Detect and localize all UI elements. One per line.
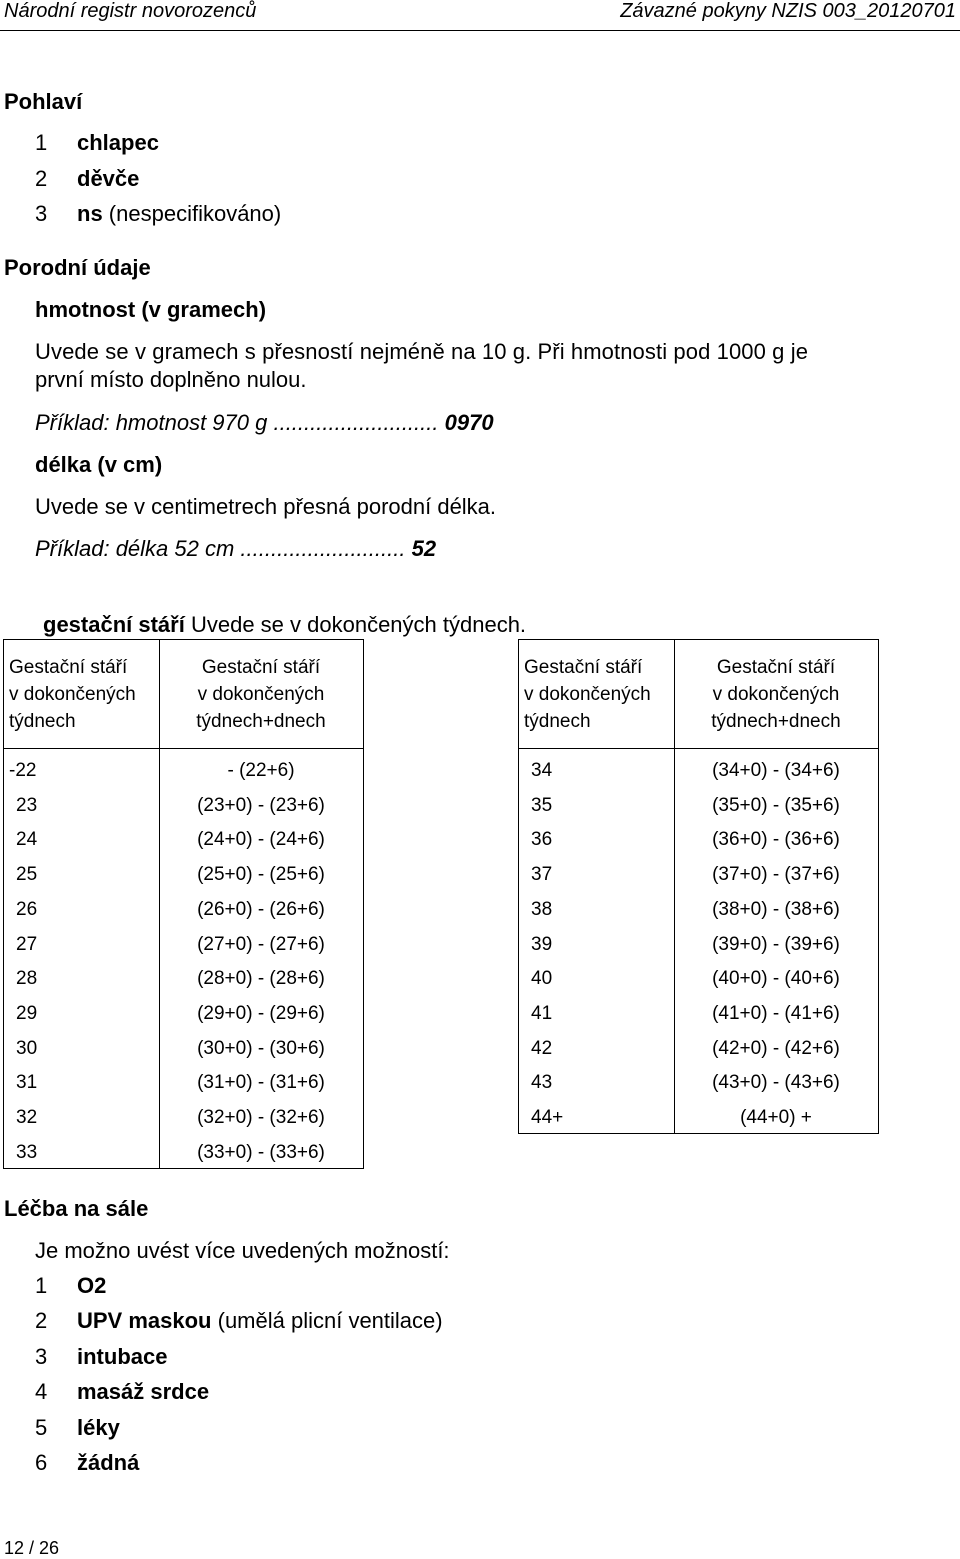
table-cell-weeks: 23 <box>16 794 38 816</box>
table-cell-weeks-days: (34+0) - (34+6) <box>712 760 840 781</box>
header-line: Gestační stáří <box>9 657 128 678</box>
list-item-number: 1 <box>35 130 48 155</box>
list-item <box>35 1415 120 1441</box>
list-item-number: 6 <box>35 1450 48 1475</box>
table-cell-weeks-days: (44+0) + <box>740 1107 812 1128</box>
table-cell-weeks-days: (40+0) - (40+6) <box>712 968 840 990</box>
header-weeks <box>524 654 651 735</box>
table-cell-weeks-days: - (22+6) <box>227 760 295 781</box>
header-line: v dokončených <box>712 684 840 705</box>
table-cell-weeks-days: (39+0) - (39+6) <box>712 933 840 955</box>
header-line: Gestační stáří <box>716 657 836 678</box>
section-title-birth: Porodní údaje <box>4 255 151 280</box>
gest-age-title: gestační stáří <box>43 612 185 637</box>
table-cell-weeks-days: (35+0) - (35+6) <box>712 794 840 816</box>
header-line: týdnech+dnech <box>711 711 841 732</box>
table-cell-weeks: 24 <box>16 829 38 851</box>
table-header-divider <box>4 748 363 749</box>
header-line: Gestační stáří <box>524 657 643 678</box>
table-cell-weeks: 27 <box>16 933 38 955</box>
table-cell-weeks: -22 <box>9 760 37 781</box>
table-cell-weeks: 26 <box>16 898 38 920</box>
header-line: týdnech <box>9 711 76 732</box>
list-item-label: žádná <box>77 1450 140 1475</box>
weight-title: hmotnost (v gramech) <box>35 297 267 322</box>
table-cell-weeks: 33 <box>16 1141 38 1163</box>
list-item-label: intubace <box>77 1343 168 1369</box>
table-cell-weeks: 38 <box>531 898 553 920</box>
weight-example-label: Příklad: hmotnost 970 g ........................... <box>35 410 439 435</box>
list-item-label: léky <box>77 1414 120 1440</box>
list-item-label: ns <box>77 201 103 226</box>
list-item <box>35 1273 106 1299</box>
table-cell-weeks-days: (29+0) - (29+6) <box>197 1002 325 1024</box>
table-cell-weeks: 29 <box>16 1002 38 1024</box>
table-cell-weeks-days: (42+0) - (42+6) <box>712 1037 840 1059</box>
table-cell-weeks: 40 <box>531 968 553 990</box>
table-cell-weeks-days: (31+0) - (31+6) <box>197 1072 325 1094</box>
header-registry-name: Národní registr novorozenců <box>4 0 257 22</box>
table-header-divider <box>519 748 878 749</box>
list-item-note: (umělá plicní ventilace) <box>211 1308 443 1334</box>
list-item-number: 2 <box>35 1308 48 1334</box>
gest-table-right <box>518 639 879 1134</box>
table-cell-weeks: 31 <box>16 1072 38 1094</box>
table-cell-weeks: 44+ <box>531 1107 564 1128</box>
table-cell-weeks: 30 <box>16 1037 38 1059</box>
length-example-label: Příklad: délka 52 cm ........................... <box>35 536 406 561</box>
header-line: týdnech <box>524 711 591 732</box>
list-item <box>35 201 281 227</box>
gest-age-heading <box>43 612 526 638</box>
length-example <box>35 536 436 562</box>
header-document-id: Závazné pokyny NZIS 003_20120701 <box>620 0 956 22</box>
table-cell-weeks-days: (23+0) - (23+6) <box>197 794 325 816</box>
weight-example-value: 0970 <box>438 410 494 435</box>
table-cell-weeks: 43 <box>531 1072 553 1094</box>
page-number: 12 / 26 <box>4 1538 60 1558</box>
weight-text-line1: Uvede se v gramech s přesností nejméně na 10 g. Při hmotnosti pod 1000 g je <box>35 339 809 364</box>
table-cell-weeks-days: (24+0) - (24+6) <box>197 829 325 851</box>
length-example-value: 52 <box>405 536 437 561</box>
table-cell-weeks: 25 <box>16 864 38 886</box>
header-weeks <box>9 654 136 735</box>
section-title-sex: Pohlaví <box>4 89 83 114</box>
table-cell-weeks-days: (33+0) - (33+6) <box>197 1141 325 1163</box>
table-cell-weeks: 34 <box>531 760 553 781</box>
table-cell-weeks: 32 <box>16 1107 38 1128</box>
list-item <box>35 130 159 156</box>
table-cell-weeks: 37 <box>531 864 553 886</box>
table-cell-weeks-days: (36+0) - (36+6) <box>712 829 840 851</box>
table-cell-weeks-days: (25+0) - (25+6) <box>197 864 325 886</box>
header-line: v dokončených <box>524 684 651 705</box>
list-item-label: děvče <box>77 165 140 191</box>
weight-example <box>35 410 494 436</box>
list-item-note: (nespecifikováno) <box>102 201 282 226</box>
list-item-label: chlapec <box>77 130 159 155</box>
list-item-label: O2 <box>77 1273 107 1298</box>
list-item-label: masáž srdce <box>77 1379 210 1405</box>
list-item <box>35 1450 139 1476</box>
list-item-number: 3 <box>35 201 48 226</box>
table-cell-weeks-days: (38+0) - (38+6) <box>712 898 840 920</box>
page-header <box>0 0 960 31</box>
table-cell-weeks: 39 <box>531 933 553 955</box>
header-weeks-days <box>674 654 878 735</box>
table-cell-weeks-days: (30+0) - (30+6) <box>197 1037 325 1059</box>
table-cell-weeks-days: (37+0) - (37+6) <box>712 864 840 886</box>
list-item-number: 5 <box>35 1414 48 1440</box>
table-cell-weeks: 35 <box>531 794 553 816</box>
header-line: v dokončených <box>9 684 136 705</box>
header-line: v dokončených <box>197 684 325 705</box>
header-line: týdnech+dnech <box>196 711 326 732</box>
list-item <box>35 1308 443 1334</box>
list-item-number: 2 <box>35 165 48 191</box>
table-cell-weeks-days: (32+0) - (32+6) <box>197 1107 325 1128</box>
list-item-number: 3 <box>35 1343 48 1369</box>
list-item <box>35 166 139 192</box>
gest-age-text: Uvede se v dokončených týdnech. <box>184 612 527 637</box>
list-item-label: UPV maskou <box>77 1308 212 1334</box>
table-cell-weeks-days: (41+0) - (41+6) <box>712 1002 840 1024</box>
length-text: Uvede se v centimetrech přesná porodní délka. <box>35 494 497 519</box>
header-weeks-days <box>159 654 363 735</box>
treatment-intro: Je možno uvést více uvedených možností: <box>35 1238 450 1263</box>
list-item-number: 1 <box>35 1273 48 1298</box>
table-cell-weeks: 28 <box>16 968 38 990</box>
list-item-number: 4 <box>35 1379 48 1405</box>
table-cell-weeks: 36 <box>531 829 553 851</box>
list-item <box>35 1344 167 1370</box>
gest-table-left <box>3 639 364 1169</box>
table-cell-weeks-days: (27+0) - (27+6) <box>197 933 325 955</box>
section-title-treatment: Léčba na sále <box>4 1196 149 1221</box>
list-item <box>35 1379 209 1405</box>
table-cell-weeks-days: (28+0) - (28+6) <box>197 968 325 990</box>
table-cell-weeks: 42 <box>531 1037 553 1059</box>
table-cell-weeks-days: (43+0) - (43+6) <box>712 1072 840 1094</box>
table-cell-weeks: 41 <box>531 1002 553 1024</box>
table-cell-weeks-days: (26+0) - (26+6) <box>197 898 325 920</box>
header-line: Gestační stáří <box>201 657 321 678</box>
weight-text-line2: první místo doplněno nulou. <box>35 367 307 392</box>
length-title: délka (v cm) <box>35 452 163 477</box>
